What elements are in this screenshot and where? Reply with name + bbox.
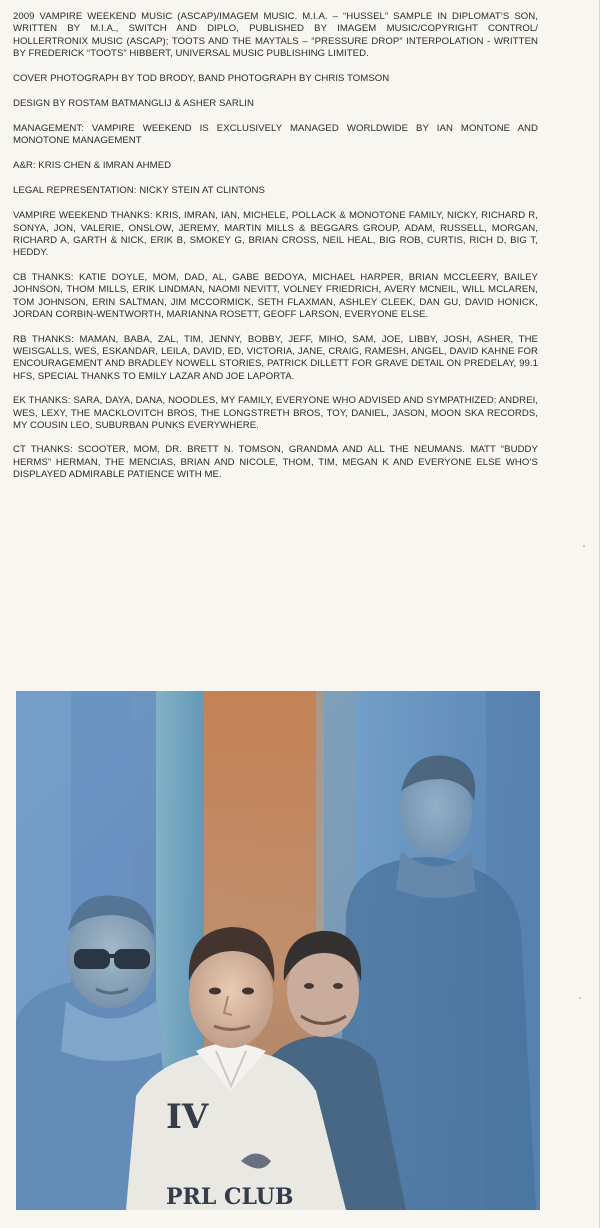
credits-paragraph-publishing: 2009 VAMPIRE WEEKEND MUSIC (ASCAP)/IMAGEM MUSIC. M.I.A. – “HUSSEL” SAMPLE IN DIPLOMAT’S SON, WRITTEN BY M.I.A., SWITCH AND DIPLO, PUBLISHED BY IMAGEM MUSIC/COPYRIGHT CONTROL/ HOLLERTRONIX MUSIC (ASCAP); TOOTS AND THE MAYTALS – “PRESSURE DROP” INTERPOLATION - WRITTEN BY FREDERICK “TOOTS” HIBBERT, UNIVERSAL MUSIC PUBLISHING LIMITED.	[13, 11, 538, 60]
credits-paragraph-legal: LEGAL REPRESENTATION: NICKY STEIN AT CLINTONS	[13, 185, 265, 197]
band-photograph-illustration	[16, 691, 540, 1210]
credits-paragraph-anr: A&R: KRIS CHEN & IMRAN AHMED	[13, 159, 172, 171]
credits-paragraph-ek-thanks: EK THANKS: SARA, DAYA, DANA, NOODLES, MY FAMILY, EVERYONE WHO ADVISED AND SYMPATHIZED: ANDREI, WES, LEXY, THE MACKLOVITCH BROS, THE LONGSTRETH BROS, TOY, DANIEL, JASON, MOON SKA RECORDS, MY COUSIN LEO, SUBURBAN PUNKS EVERYWHERE.	[13, 395, 538, 431]
credits-paragraph-photography: COVER PHOTOGRAPH BY TOD BRODY, BAND PHOTOGRAPH BY CHRIS TOMSON	[13, 72, 390, 84]
credits-paragraph-band-thanks: VAMPIRE WEEKEND THANKS: KRIS, IMRAN, IAN, MICHELE, POLLACK & MONOTONE FAMILY, NICKY, RICHARD R, SONYA, JON, VALERIE, ONSLOW, JEREMY, MARTIN MILLS & BEGGARS GROUP, ADAM, RUSSELL, MORGAN, RICHARD A, GARTH & NICK, ERIK B, SMOKEY G, BRIAN CROSS, NEIL HEAL, BIG ROB, CURTIS, RICH D, BIG T, HEDDY.	[13, 210, 538, 259]
paper-speck	[579, 997, 581, 999]
band-photograph	[16, 691, 540, 1210]
paper-speck	[583, 545, 585, 547]
shirt-lettering-club: PRL CLUB	[166, 1184, 294, 1210]
credits-paragraph-ct-thanks: CT THANKS: SCOOTER, MOM, DR. BRETT N. TOMSON, GRANDMA AND ALL THE NEUMANS. MATT “BUDDY HERMS” HERMAN, THE MENCIAS, BRIAN AND NICOLE, THOM, TIM, MEGAN K AND EVERYONE ELSE WHO’S DISPLAYED ADMIRABLE PATIENCE WITH ME.	[13, 444, 538, 481]
credits-paragraph-rb-thanks: RB THANKS: MAMAN, BABA, ZAL, TIM, JENNY, BOBBY, JEFF, MIHO, SAM, JOE, LIBBY, JOSH, ASHER, THE WEISGALLS, WES, ESKANDAR, LEILA, DAVID, ED, VICTORIA, JANE, CRAIG, RAMESH, ANGEL, DAVID KAHNE FOR ENCOURAGEMENT AND BRADLEY NOWELL STORIES, PATRICK DILLETT FOR GRAVE DETAIL ON PREDELAY, 99.1 HFS, SPECIAL THANKS TO EMILY LAZAR AND JOE LAPORTA.	[13, 333, 538, 382]
shirt-lettering-iv: IV	[166, 1097, 209, 1137]
credits-paragraph-design: DESIGN BY ROSTAM BATMANGLIJ & ASHER SARLIN	[13, 97, 254, 109]
credits-paragraph-management: MANAGEMENT: VAMPIRE WEEKEND IS EXCLUSIVELY MANAGED WORLDWIDE BY IAN MONTONE AND MONOTONE MANAGEMENT	[13, 123, 538, 147]
credits-paragraph-cb-thanks: CB THANKS: KATIE DOYLE, MOM, DAD, AL, GABE BEDOYA, MICHAEL HARPER, BRIAN MCCLEERY, BAILEY JOHNSON, THOM MILLS, ERIK LINDMAN, NAOMI NEVITT, VOLNEY FRIEDRICH, AVERY MCNEIL, WILL MCLAREN, TOM JOHNSON, ERIN SALTMAN, JIM MCCORMICK, SETH FLAXMAN, ASHLEY CLEEK, DAN GU, DAVID HONICK, JORDAN CORBIN-WENTWORTH, MARIANNA ROSETT, GEOFF LARSON, EVERYONE ELSE.	[13, 271, 538, 321]
credits-text-block	[13, 11, 538, 494]
